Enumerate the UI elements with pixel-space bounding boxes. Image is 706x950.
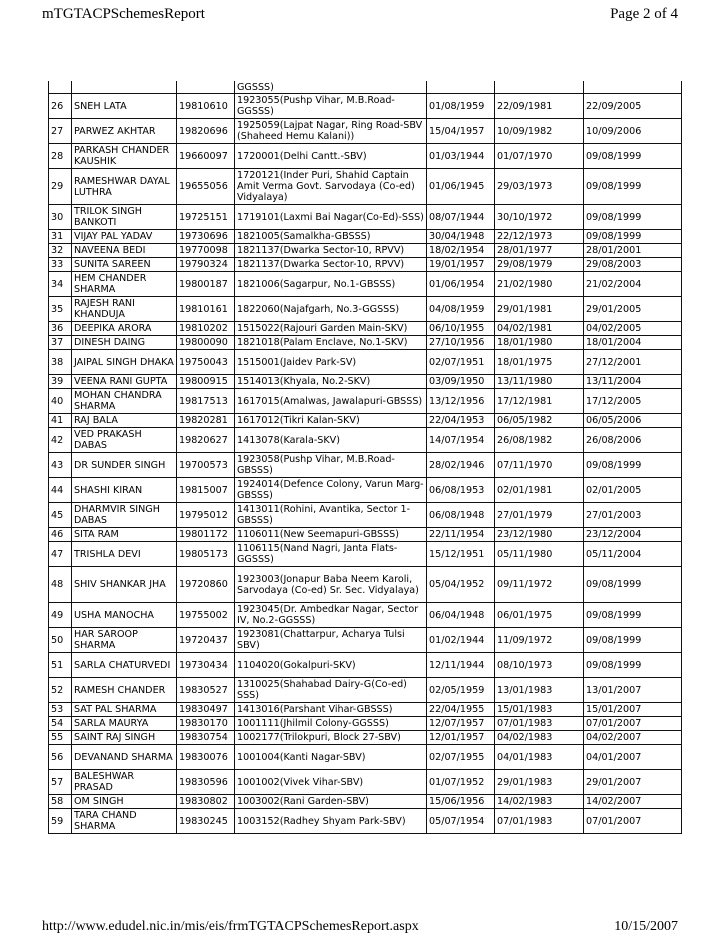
cell-id: 19720437 (177, 628, 235, 653)
cell-sno: 28 (49, 144, 72, 169)
cell-dob: 13/12/1956 (427, 389, 495, 414)
cell-id: 19817513 (177, 389, 235, 414)
cell-dob: 01/06/1945 (427, 169, 495, 205)
cell-id: 19810202 (177, 322, 235, 336)
cell-sno (49, 81, 72, 94)
cell-doj: 07/01/1983 (495, 809, 584, 834)
cell-sno: 36 (49, 322, 72, 336)
cell-school: 1923055(Pushp Vihar, M.B.Road-GGSSS) (235, 94, 427, 119)
cell-name: SAT PAL SHARMA (72, 703, 177, 717)
cell-id: 19830596 (177, 770, 235, 795)
cell-doj: 26/08/1982 (495, 428, 584, 453)
cell-doj: 23/12/1980 (495, 528, 584, 542)
cell-sno: 38 (49, 350, 72, 375)
cell-name: HEM CHANDER SHARMA (72, 272, 177, 297)
table-row (49, 119, 682, 144)
table-row (49, 258, 682, 272)
cell-dob: 06/04/1948 (427, 603, 495, 628)
table-row (49, 169, 682, 205)
table-row (49, 542, 682, 567)
table-row (49, 272, 682, 297)
footer-url: http://www.edudel.nic.in/mis/eis/frmTGTACPSchemesReport.aspx (42, 919, 419, 934)
cell-school: 1821005(Samalkha-GBSSS) (235, 230, 427, 244)
cell-name: SUNITA SAREEN (72, 258, 177, 272)
cell-dob: 03/09/1950 (427, 375, 495, 389)
cell-school: 1106115(Nand Nagri, Janta Flats-GGSSS) (235, 542, 427, 567)
cell-dob: 22/11/1954 (427, 528, 495, 542)
cell-id: 19830754 (177, 731, 235, 745)
cell-name: SHIV SHANKAR JHA (72, 567, 177, 603)
cell-id: 19795012 (177, 503, 235, 528)
cell-id: 19830076 (177, 745, 235, 770)
cell-name: RAMESHWAR DAYAL LUTHRA (72, 169, 177, 205)
cell-sno: 56 (49, 745, 72, 770)
table-row (49, 297, 682, 322)
cell-id: 19730434 (177, 653, 235, 678)
cell-school: 1104020(Gokalpuri-SKV) (235, 653, 427, 678)
cell-doj: 04/02/1981 (495, 322, 584, 336)
cell-acp-date: 17/12/2005 (584, 389, 682, 414)
cell-id: 19820281 (177, 414, 235, 428)
cell-dob: 22/04/1953 (427, 414, 495, 428)
cell-dob: 01/03/1944 (427, 144, 495, 169)
cell-dob: 05/07/1954 (427, 809, 495, 834)
table-row (49, 731, 682, 745)
cell-acp-date: 23/12/2004 (584, 528, 682, 542)
cell-school: 1002177(Trilokpuri, Block 27-SBV) (235, 731, 427, 745)
cell-dob (427, 81, 495, 94)
cell-id: 19830802 (177, 795, 235, 809)
cell-id: 19830497 (177, 703, 235, 717)
cell-acp-date: 13/11/2004 (584, 375, 682, 389)
cell-acp-date: 02/01/2005 (584, 478, 682, 503)
cell-name: SITA RAM (72, 528, 177, 542)
cell-doj: 29/01/1983 (495, 770, 584, 795)
cell-doj: 15/01/1983 (495, 703, 584, 717)
cell-acp-date: 29/08/2003 (584, 258, 682, 272)
table-row (49, 809, 682, 834)
cell-sno: 40 (49, 389, 72, 414)
cell-doj: 10/09/1982 (495, 119, 584, 144)
table-row (49, 678, 682, 703)
cell-school: 1515001(Jaidev Park-SV) (235, 350, 427, 375)
cell-dob: 01/02/1944 (427, 628, 495, 653)
cell-school: 1003002(Rani Garden-SBV) (235, 795, 427, 809)
cell-name: MOHAN CHANDRA SHARMA (72, 389, 177, 414)
table-row-continuation (49, 81, 682, 94)
table-row (49, 428, 682, 453)
cell-dob: 27/10/1956 (427, 336, 495, 350)
cell-doj: 30/10/1972 (495, 205, 584, 230)
cell-doj: 29/01/1981 (495, 297, 584, 322)
acp-schemes-table (48, 81, 682, 834)
cell-name: SARLA CHATURVEDI (72, 653, 177, 678)
cell-dob: 05/04/1952 (427, 567, 495, 603)
cell-id: 19815007 (177, 478, 235, 503)
table-row (49, 745, 682, 770)
cell-school: 1720121(Inder Puri, Shahid Captain Amit Verma Govt. Sarvodaya (Co-ed) Vidyalaya) (235, 169, 427, 205)
cell-school: 1106011(New Seemapuri-GBSSS) (235, 528, 427, 542)
cell-dob: 18/02/1954 (427, 244, 495, 258)
cell-doj: 17/12/1981 (495, 389, 584, 414)
table-row (49, 144, 682, 169)
cell-sno: 57 (49, 770, 72, 795)
cell-sno: 39 (49, 375, 72, 389)
cell-dob: 15/12/1951 (427, 542, 495, 567)
table-row (49, 653, 682, 678)
cell-acp-date: 09/08/1999 (584, 603, 682, 628)
cell-id: 19820696 (177, 119, 235, 144)
cell-acp-date: 13/01/2007 (584, 678, 682, 703)
table-row (49, 528, 682, 542)
cell-acp-date: 09/08/1999 (584, 205, 682, 230)
cell-school: 1720001(Delhi Cantt.-SBV) (235, 144, 427, 169)
cell-name: OM SINGH (72, 795, 177, 809)
table-row (49, 322, 682, 336)
cell-id: 19750043 (177, 350, 235, 375)
cell-acp-date: 07/01/2007 (584, 809, 682, 834)
cell-school: 1821006(Sagarpur, No.1-GBSSS) (235, 272, 427, 297)
cell-sno: 30 (49, 205, 72, 230)
table-row (49, 603, 682, 628)
cell-acp-date: 15/01/2007 (584, 703, 682, 717)
cell-name: RAMESH CHANDER (72, 678, 177, 703)
cell-school: 1310025(Shahabad Dairy-G(Co-ed) SSS) (235, 678, 427, 703)
cell-sno: 55 (49, 731, 72, 745)
cell-name: DHARMVIR SINGH DABAS (72, 503, 177, 528)
cell-id: 19800187 (177, 272, 235, 297)
cell-school: GGSSS) (235, 81, 427, 94)
cell-sno: 34 (49, 272, 72, 297)
cell-doj: 01/07/1970 (495, 144, 584, 169)
cell-name (72, 81, 177, 94)
cell-dob: 30/04/1948 (427, 230, 495, 244)
cell-doj: 14/02/1983 (495, 795, 584, 809)
cell-name: USHA MANOCHA (72, 603, 177, 628)
cell-name: TRILOK SINGH BANKOTI (72, 205, 177, 230)
cell-doj: 02/01/1981 (495, 478, 584, 503)
cell-sno: 54 (49, 717, 72, 731)
cell-dob: 28/02/1946 (427, 453, 495, 478)
cell-dob: 12/01/1957 (427, 731, 495, 745)
cell-acp-date: 07/01/2007 (584, 717, 682, 731)
cell-doj: 06/01/1975 (495, 603, 584, 628)
cell-sno: 49 (49, 603, 72, 628)
cell-acp-date: 22/09/2005 (584, 94, 682, 119)
cell-doj: 13/11/1980 (495, 375, 584, 389)
cell-dob: 06/08/1948 (427, 503, 495, 528)
cell-doj: 18/01/1975 (495, 350, 584, 375)
cell-name: JAIPAL SINGH DHAKA (72, 350, 177, 375)
cell-dob: 15/04/1957 (427, 119, 495, 144)
cell-sno: 46 (49, 528, 72, 542)
cell-id: 19810610 (177, 94, 235, 119)
cell-school: 1923058(Pushp Vihar, M.B.Road-GBSSS) (235, 453, 427, 478)
cell-school: 1413078(Karala-SKV) (235, 428, 427, 453)
cell-dob: 08/07/1944 (427, 205, 495, 230)
cell-sno: 44 (49, 478, 72, 503)
cell-school: 1923045(Dr. Ambedkar Nagar, Sector IV, No.2-GGSSS) (235, 603, 427, 628)
cell-acp-date: 09/08/1999 (584, 230, 682, 244)
cell-acp-date: 04/02/2007 (584, 731, 682, 745)
cell-acp-date: 10/09/2006 (584, 119, 682, 144)
cell-school: 1001004(Kanti Nagar-SBV) (235, 745, 427, 770)
cell-school: 1923081(Chattarpur, Acharya Tulsi SBV) (235, 628, 427, 653)
cell-sno: 43 (49, 453, 72, 478)
cell-acp-date: 27/01/2003 (584, 503, 682, 528)
cell-id: 19700573 (177, 453, 235, 478)
cell-acp-date (584, 81, 682, 94)
table-row (49, 205, 682, 230)
cell-school: 1413016(Parshant Vihar-GBSSS) (235, 703, 427, 717)
cell-acp-date: 14/02/2007 (584, 795, 682, 809)
cell-acp-date: 09/08/1999 (584, 567, 682, 603)
cell-school: 1413011(Rohini, Avantika, Sector 1-GBSSS) (235, 503, 427, 528)
cell-sno: 47 (49, 542, 72, 567)
cell-name: RAJESH RANI KHANDUJA (72, 297, 177, 322)
cell-id: 19790324 (177, 258, 235, 272)
cell-dob: 06/08/1953 (427, 478, 495, 503)
cell-name: SNEH LATA (72, 94, 177, 119)
cell-school: 1617012(Tikri Kalan-SKV) (235, 414, 427, 428)
cell-name: TRISHLA DEVI (72, 542, 177, 567)
cell-sno: 45 (49, 503, 72, 528)
table-row (49, 478, 682, 503)
cell-school: 1923003(Jonapur Baba Neem Karoli, Sarvodaya (Co-ed) Sr. Sec. Vidyalaya) (235, 567, 427, 603)
cell-name: DEVANAND SHARMA (72, 745, 177, 770)
cell-acp-date: 26/08/2006 (584, 428, 682, 453)
table-row (49, 244, 682, 258)
cell-name: SHASHI KIRAN (72, 478, 177, 503)
cell-name: HAR SAROOP SHARMA (72, 628, 177, 653)
cell-dob: 15/06/1956 (427, 795, 495, 809)
cell-school: 1003152(Radhey Shyam Park-SBV) (235, 809, 427, 834)
cell-sno: 52 (49, 678, 72, 703)
cell-dob: 12/11/1944 (427, 653, 495, 678)
table-row (49, 336, 682, 350)
cell-acp-date: 29/01/2005 (584, 297, 682, 322)
cell-doj: 04/01/1983 (495, 745, 584, 770)
cell-id: 19800090 (177, 336, 235, 350)
cell-id: 19730696 (177, 230, 235, 244)
table-row (49, 795, 682, 809)
cell-sno: 58 (49, 795, 72, 809)
cell-dob: 02/07/1951 (427, 350, 495, 375)
table-row (49, 770, 682, 795)
cell-name: PARKASH CHANDER KAUSHIK (72, 144, 177, 169)
cell-school: 1001002(Vivek Vihar-SBV) (235, 770, 427, 795)
cell-dob: 01/08/1959 (427, 94, 495, 119)
cell-id: 19830527 (177, 678, 235, 703)
cell-doj: 22/09/1981 (495, 94, 584, 119)
cell-doj: 04/02/1983 (495, 731, 584, 745)
cell-id (177, 81, 235, 94)
cell-sno: 29 (49, 169, 72, 205)
cell-acp-date: 05/11/2004 (584, 542, 682, 567)
cell-doj: 13/01/1983 (495, 678, 584, 703)
cell-sno: 50 (49, 628, 72, 653)
cell-acp-date: 09/08/1999 (584, 653, 682, 678)
cell-school: 1514013(Khyala, No.2-SKV) (235, 375, 427, 389)
cell-doj: 22/12/1973 (495, 230, 584, 244)
cell-name: VIJAY PAL YADAV (72, 230, 177, 244)
cell-doj: 29/08/1979 (495, 258, 584, 272)
cell-school: 1617015(Amalwas, Jawalapuri-GBSSS) (235, 389, 427, 414)
cell-sno: 59 (49, 809, 72, 834)
cell-doj: 06/05/1982 (495, 414, 584, 428)
table-row (49, 628, 682, 653)
cell-id: 19720860 (177, 567, 235, 603)
cell-school: 1821018(Palam Enclave, No.1-SKV) (235, 336, 427, 350)
table-row (49, 703, 682, 717)
cell-name: DR SUNDER SINGH (72, 453, 177, 478)
cell-name: BALESHWAR PRASAD (72, 770, 177, 795)
cell-dob: 06/10/1955 (427, 322, 495, 336)
cell-id: 19660097 (177, 144, 235, 169)
cell-id: 19655056 (177, 169, 235, 205)
cell-name: VEENA RANI GUPTA (72, 375, 177, 389)
cell-dob: 19/01/1957 (427, 258, 495, 272)
cell-id: 19800915 (177, 375, 235, 389)
cell-id: 19830245 (177, 809, 235, 834)
cell-dob: 02/05/1959 (427, 678, 495, 703)
table-row (49, 230, 682, 244)
cell-name: VED PRAKASH DABAS (72, 428, 177, 453)
table-row (49, 503, 682, 528)
cell-id: 19801172 (177, 528, 235, 542)
cell-acp-date: 06/05/2006 (584, 414, 682, 428)
cell-sno: 26 (49, 94, 72, 119)
footer-date: 10/15/2007 (614, 919, 678, 934)
cell-id: 19820627 (177, 428, 235, 453)
cell-school: 1515022(Rajouri Garden Main-SKV) (235, 322, 427, 336)
cell-name: TARA CHAND SHARMA (72, 809, 177, 834)
cell-doj (495, 81, 584, 94)
cell-school: 1924014(Defence Colony, Varun Marg-GBSSS) (235, 478, 427, 503)
cell-id: 19755002 (177, 603, 235, 628)
cell-name: RAJ BALA (72, 414, 177, 428)
cell-sno: 37 (49, 336, 72, 350)
cell-dob: 12/07/1957 (427, 717, 495, 731)
cell-id: 19810161 (177, 297, 235, 322)
cell-school: 1821137(Dwarka Sector-10, RPVV) (235, 244, 427, 258)
cell-dob: 22/04/1955 (427, 703, 495, 717)
cell-sno: 35 (49, 297, 72, 322)
cell-acp-date: 21/02/2004 (584, 272, 682, 297)
cell-name: SAINT RAJ SINGH (72, 731, 177, 745)
cell-sno: 48 (49, 567, 72, 603)
cell-school: 1925059(Lajpat Nagar, Ring Road-SBV (Shaheed Hemu Kalani)) (235, 119, 427, 144)
table-row (49, 717, 682, 731)
report-title: mTGTACPSchemesReport (42, 6, 205, 22)
cell-acp-date: 09/08/1999 (584, 453, 682, 478)
cell-doj: 28/01/1977 (495, 244, 584, 258)
cell-dob: 01/07/1952 (427, 770, 495, 795)
table-row (49, 453, 682, 478)
cell-school: 1001111(Jhilmil Colony-GGSSS) (235, 717, 427, 731)
cell-name: SARLA MAURYA (72, 717, 177, 731)
cell-dob: 04/08/1959 (427, 297, 495, 322)
cell-doj: 29/03/1973 (495, 169, 584, 205)
cell-school: 1719101(Laxmi Bai Nagar(Co-Ed)-SSS) (235, 205, 427, 230)
cell-doj: 27/01/1979 (495, 503, 584, 528)
cell-id: 19725151 (177, 205, 235, 230)
table-row (49, 350, 682, 375)
cell-sno: 32 (49, 244, 72, 258)
cell-name: DINESH DAING (72, 336, 177, 350)
cell-id: 19805173 (177, 542, 235, 567)
cell-sno: 27 (49, 119, 72, 144)
cell-doj: 11/09/1972 (495, 628, 584, 653)
cell-acp-date: 09/08/1999 (584, 628, 682, 653)
cell-acp-date: 28/01/2001 (584, 244, 682, 258)
cell-acp-date: 18/01/2004 (584, 336, 682, 350)
cell-sno: 51 (49, 653, 72, 678)
cell-acp-date: 04/01/2007 (584, 745, 682, 770)
cell-acp-date: 04/02/2005 (584, 322, 682, 336)
cell-id: 19830170 (177, 717, 235, 731)
cell-sno: 53 (49, 703, 72, 717)
cell-id: 19770098 (177, 244, 235, 258)
cell-doj: 05/11/1980 (495, 542, 584, 567)
cell-name: PARWEZ AKHTAR (72, 119, 177, 144)
cell-acp-date: 09/08/1999 (584, 169, 682, 205)
cell-doj: 08/10/1973 (495, 653, 584, 678)
cell-sno: 31 (49, 230, 72, 244)
cell-doj: 07/01/1983 (495, 717, 584, 731)
cell-dob: 14/07/1954 (427, 428, 495, 453)
cell-dob: 02/07/1955 (427, 745, 495, 770)
table-row (49, 567, 682, 603)
cell-name: DEEPIKA ARORA (72, 322, 177, 336)
cell-doj: 21/02/1980 (495, 272, 584, 297)
cell-acp-date: 09/08/1999 (584, 144, 682, 169)
cell-sno: 42 (49, 428, 72, 453)
table-row (49, 389, 682, 414)
table-row (49, 94, 682, 119)
cell-school: 1821137(Dwarka Sector-10, RPVV) (235, 258, 427, 272)
cell-school: 1822060(Najafgarh, No.3-GGSSS) (235, 297, 427, 322)
cell-doj: 09/11/1972 (495, 567, 584, 603)
cell-sno: 33 (49, 258, 72, 272)
cell-acp-date: 29/01/2007 (584, 770, 682, 795)
cell-name: NAVEENA BEDI (72, 244, 177, 258)
cell-doj: 18/01/1980 (495, 336, 584, 350)
table-row (49, 375, 682, 389)
cell-sno: 41 (49, 414, 72, 428)
cell-dob: 01/06/1954 (427, 272, 495, 297)
page-number: Page 2 of 4 (610, 6, 678, 22)
table-row (49, 414, 682, 428)
cell-acp-date: 27/12/2001 (584, 350, 682, 375)
cell-doj: 07/11/1970 (495, 453, 584, 478)
